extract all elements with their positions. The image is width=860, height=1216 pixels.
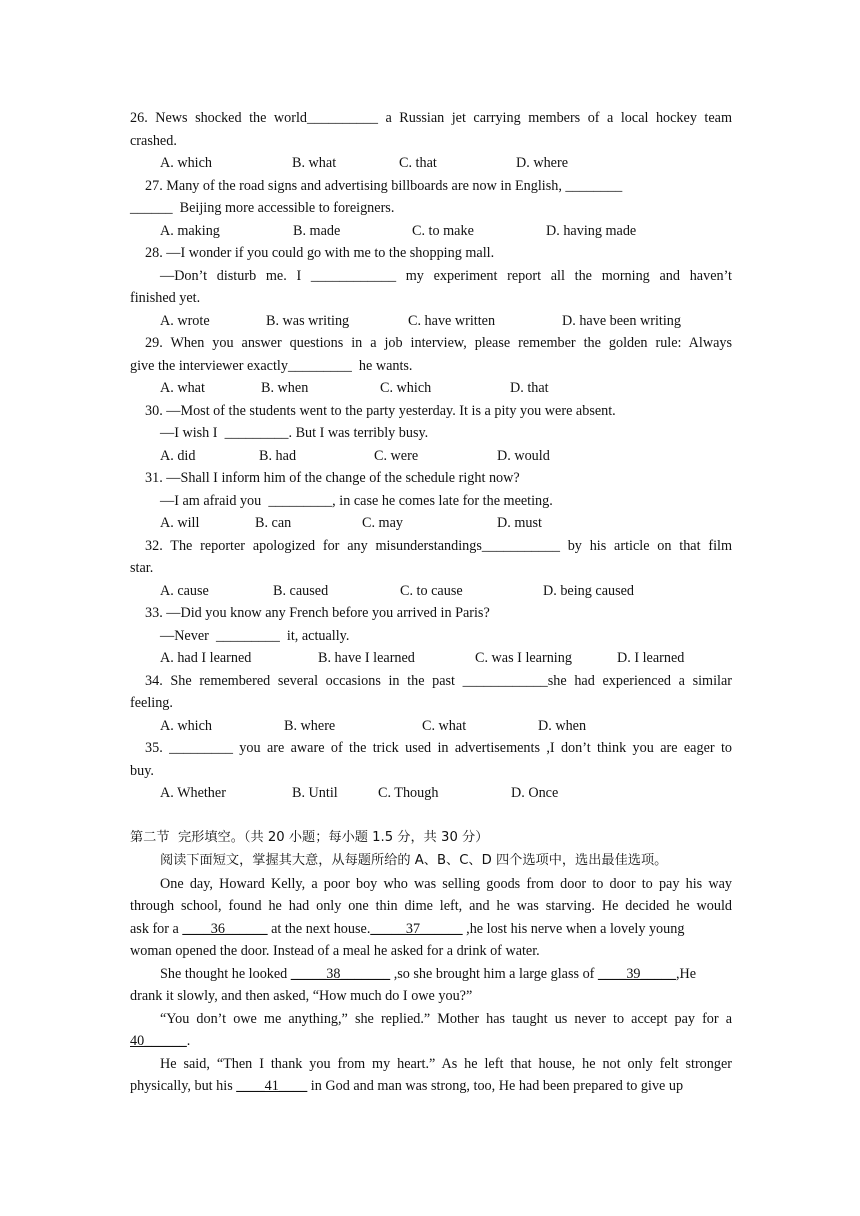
passage-p2-line2: drank it slowly, and then asked, “How much do I owe you?” <box>130 988 473 1004</box>
passage-p3-line2-text: . <box>186 1033 191 1049</box>
section-2-heading: 第二节 完形填空。（共 20 小题；每小题 1.5 分，共 30 分） <box>130 830 489 845</box>
passage-p1-line3-text-b: at the next house. <box>267 921 371 937</box>
question-28-line3: finished yet. <box>130 290 201 306</box>
question-32-line2: star. <box>130 560 154 576</box>
q27-option-a: A. making <box>160 223 220 239</box>
q31-option-c: C. may <box>362 515 403 531</box>
passage-p4-line2 <box>130 1077 683 1095</box>
q32-option-a: A. cause <box>160 583 209 599</box>
q33-option-b: B. have I learned <box>318 650 415 666</box>
blank-40: 40______ <box>130 1033 187 1049</box>
blank-38: _____38_______ <box>290 966 391 982</box>
question-26-line2: crashed. <box>130 133 177 149</box>
question-26-line1: 26. News shocked the world__________ a Russian jet carrying members of a local hockey team <box>130 110 732 126</box>
q33-option-a: A. had I learned <box>160 650 252 666</box>
q34-option-a: A. which <box>160 718 213 734</box>
passage-p3-line2 <box>130 1032 190 1050</box>
q30-option-c: C. were <box>374 448 419 464</box>
q30-option-b: B. had <box>259 448 297 464</box>
q28-option-a: A. wrote <box>160 313 210 329</box>
q26-option-a: A. which <box>160 155 213 171</box>
question-31-line1: 31. —Shall I inform him of the change of the schedule right now? <box>145 470 520 486</box>
q30-option-a: A. did <box>160 448 196 464</box>
question-29-line1: 29. When you answer questions in a job interview, please remember the golden rule: Always <box>145 335 732 351</box>
q28-option-d: D. have been writing <box>562 313 681 329</box>
passage-p4-line1: He said, “Then I thank you from my heart.” As he left that house, he not only felt stronger <box>160 1056 732 1072</box>
q34-option-b: B. where <box>284 718 336 734</box>
passage-p1-line3-text-a: ask for a <box>130 921 183 937</box>
q29-option-b: B. when <box>261 380 309 396</box>
question-33-line2: —Never _________ it, actually. <box>160 628 350 644</box>
q27-option-c: C. to make <box>412 223 474 239</box>
passage-p1-line2: through school, found he had only one thin dime left, and he was starving. He decided he would <box>130 898 732 914</box>
blank-41: ____41____ <box>236 1078 308 1094</box>
section-2-instruction: 阅读下面短文，掌握其大意，从每题所给的 A、B、C、D 四个选项中，选出最佳选项。 <box>160 853 668 868</box>
question-27-line1: 27. Many of the road signs and advertising billboards are now in English, ________ <box>145 178 623 194</box>
passage-p4-line2-text-b: in God and man was strong, too, He had been prepared to give up <box>307 1078 684 1094</box>
question-34-line1: 34. She remembered several occasions in the past ____________she had experienced a similar <box>145 673 732 689</box>
q32-option-c: C. to cause <box>400 583 463 599</box>
question-35-line1: 35. _________ you are aware of the trick used in advertisements ,I don’t think you are eager to <box>145 740 732 756</box>
q32-option-b: B. caused <box>273 583 329 599</box>
q26-option-c: C. that <box>399 155 437 171</box>
q28-option-c: C. have written <box>408 313 496 329</box>
q33-option-c: C. was I learning <box>475 650 572 666</box>
question-34-line2: feeling. <box>130 695 173 711</box>
question-28-line2: —Don’t disturb me. I ____________ my experiment report all the morning and haven’t <box>160 268 732 284</box>
q31-option-d: D. must <box>497 515 542 531</box>
passage-p1-line4: woman opened the door. Instead of a meal he asked for a drink of water. <box>130 943 540 959</box>
q27-option-b: B. made <box>293 223 341 239</box>
q35-option-b: B. Until <box>292 785 338 801</box>
q29-option-a: A. what <box>160 380 205 396</box>
passage-p1-line3-text-c: ,he lost his nerve when a lovely young <box>462 921 685 937</box>
passage-p1-line1: One day, Howard Kelly, a poor boy who was selling goods from door to door to pay his way <box>160 876 732 892</box>
question-28-line1: 28. —I wonder if you could go with me to the shopping mall. <box>145 245 495 261</box>
q26-option-d: D. where <box>516 155 568 171</box>
q29-option-d: D. that <box>510 380 549 396</box>
q34-option-c: C. what <box>422 718 467 734</box>
q35-option-d: D. Once <box>511 785 559 801</box>
question-33-line1: 33. —Did you know any French before you arrived in Paris? <box>145 605 490 621</box>
passage-p4-line2-text-a: physically, but his <box>130 1078 237 1094</box>
q29-option-c: C. which <box>380 380 432 396</box>
question-27-line2: ______ Beijing more accessible to foreigners. <box>130 200 395 216</box>
q35-option-a: A. Whether <box>160 785 226 801</box>
q31-option-b: B. can <box>255 515 292 531</box>
q35-option-c: C. Though <box>378 785 439 801</box>
q28-option-b: B. was writing <box>266 313 350 329</box>
blank-39: ____39_____ <box>597 966 676 982</box>
q34-option-d: D. when <box>538 718 587 734</box>
q26-option-b: B. what <box>292 155 337 171</box>
question-30-line2: —I wish I _________. But I was terribly busy. <box>160 425 429 441</box>
q33-option-d: D. I learned <box>617 650 685 666</box>
question-32-line1: 32. The reporter apologized for any misunderstandings___________ by his article on that film <box>145 538 732 554</box>
q27-option-d: D. having made <box>546 223 637 239</box>
blank-36: ____36______ <box>182 921 268 937</box>
q32-option-d: D. being caused <box>543 583 635 599</box>
passage-p2-line1-text-c: ,He <box>675 966 697 982</box>
passage-p2-line1-text-b: ,so she brought him a large glass of <box>390 966 598 982</box>
q31-option-a: A. will <box>160 515 200 531</box>
passage-p1-line3 <box>130 920 684 938</box>
passage-p3-line1: “You don’t owe me anything,” she replied.” Mother has taught us never to accept pay for a <box>160 1011 732 1027</box>
blank-37: _____37______ <box>370 921 463 937</box>
question-35-line2: buy. <box>130 763 154 779</box>
q30-option-d: D. would <box>497 448 550 464</box>
question-30-line1: 30. —Most of the students went to the party yesterday. It is a pity you were absent. <box>145 403 616 419</box>
passage-p2-line1-text-a: She thought he looked <box>160 966 291 982</box>
question-31-line2: —I am afraid you _________, in case he comes late for the meeting. <box>160 493 553 509</box>
passage-p2-line1 <box>160 965 696 983</box>
question-29-line2: give the interviewer exactly_________ he wants. <box>130 358 413 374</box>
